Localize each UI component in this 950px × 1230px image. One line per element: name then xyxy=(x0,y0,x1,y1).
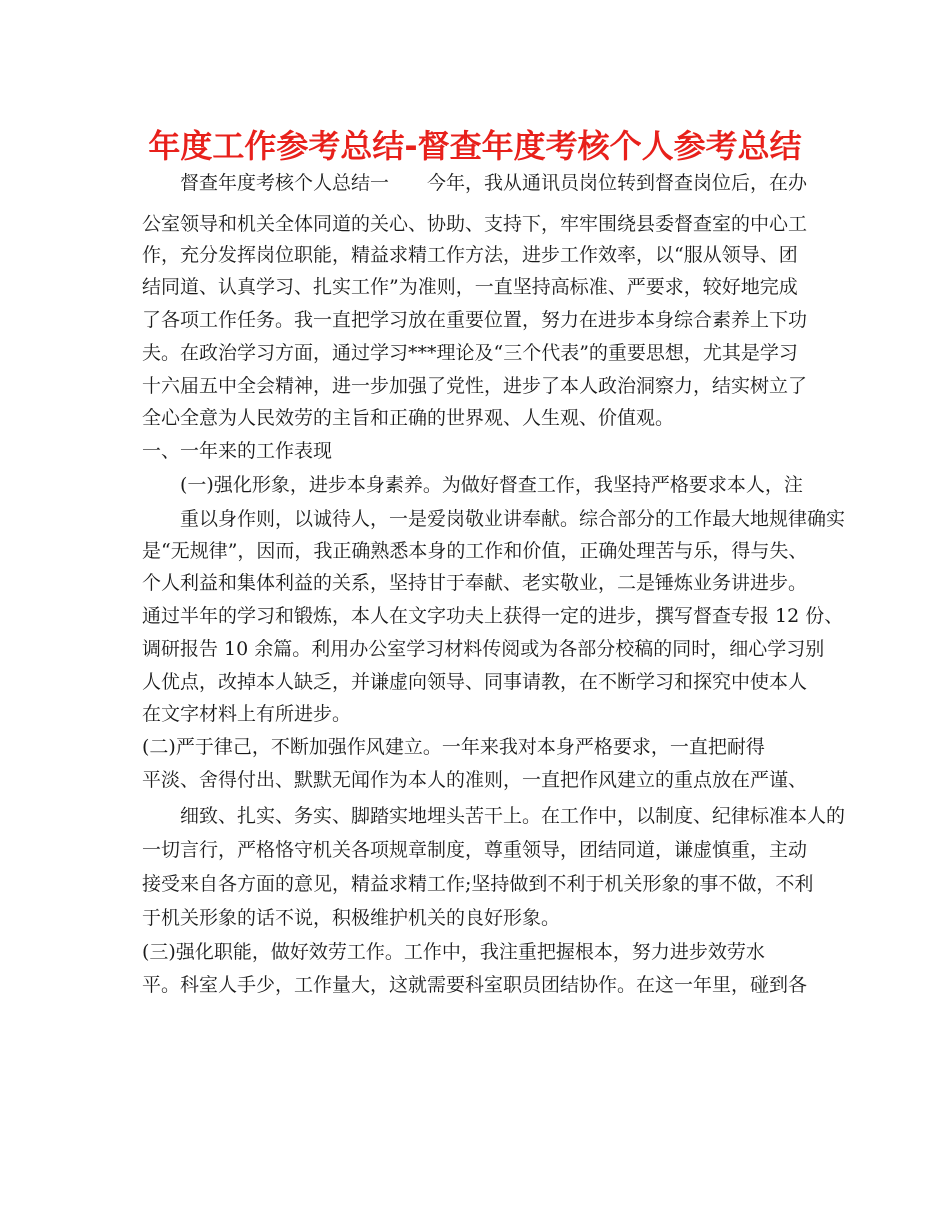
text-line: 公室领导和机关全体同道的关心、协助、支持下，牢牢围绕县委督查室的中心工 xyxy=(142,213,808,235)
text-line: 平。科室人手少，工作量大，这就需要科室职员团结协作。在这一年里，碰到各 xyxy=(142,974,808,996)
text-line: 一、一年来的工作表现 xyxy=(142,440,333,462)
text-line: (三)强化职能，做好效劳工作。工作中，我注重把握根本，努力进步效劳水 xyxy=(142,941,765,963)
text-line: 是“无规律”，因而，我正确熟悉本身的工作和价值，正确处理苦与乐，得与失、 xyxy=(142,540,808,562)
text-line: 全心全意为人民效劳的主旨和正确的世界观、人生观、价值观。 xyxy=(142,407,675,429)
text-line: 十六届五中全会精神，进一步加强了党性，进步了本人政治洞察力，结实树立了 xyxy=(142,375,808,397)
text-line: 接受来自各方面的意见，精益求精工作;坚持做到不利于机关形象的事不做，不利 xyxy=(142,873,814,895)
text-line: 作，充分发挥岗位职能，精益求精工作方法，进步工作效率，以“服从领导、团 xyxy=(142,244,798,266)
text-line: 个人利益和集体利益的关系，坚持甘于奉献、老实敬业，二是锤炼业务讲进步。 xyxy=(142,572,808,594)
section-heading: (一)强化形象，进步本身素养。为做好督查工作，我坚持严格要求本人，注 xyxy=(180,474,803,496)
text-line: 在文字材料上有所进步。 xyxy=(142,703,352,725)
text-line: (二)严于律己，不断加强作风建立。一年来我对本身严格要求，一直把耐得 xyxy=(142,736,765,758)
text-line: 夫。在政治学习方面，通过学习***理论及“三个代表”的重要思想，尤其是学习 xyxy=(142,342,798,364)
text-line: 于机关形象的话不说，积极维护机关的良好形象。 xyxy=(142,907,561,929)
text-line: 调研报告 10 余篇。利用办公室学习材料传阅或为各部分校稿的同时，细心学习别 xyxy=(142,638,825,660)
text-line: 结同道、认真学习、扎实工作”为准则，一直坚持高标准、严要求，较好地完成 xyxy=(142,276,798,298)
text-line: 了各项工作任务。我一直把学习放在重要位置，努力在进步本身综合素养上下功 xyxy=(142,309,808,331)
text-line: 督查年度考核个人总结一 今年，我从通讯员岗位转到督查岗位后，在办 xyxy=(180,172,808,194)
text-line: 细致、扎实、务实、脚踏实地埋头苦干上。在工作中，以制度、纪律标准本人的 xyxy=(180,805,846,827)
text-line: 通过半年的学习和锻炼，本人在文字功夫上获得一定的进步，撰写督查专报 12 份、 xyxy=(142,605,844,627)
text-line: 重以身作则，以诚待人，一是爱岗敬业讲奉献。综合部分的工作最大地规律确实 xyxy=(180,508,846,530)
text-line: 一切言行，严格恪守机关各项规章制度，尊重领导，团结同道，谦虚慎重，主动 xyxy=(142,839,808,861)
text-line: 平淡、舍得付出、默默无闻作为本人的准则，一直把作风建立的重点放在严谨、 xyxy=(142,769,808,791)
document-title: 年度工作参考总结-督查年度考核个人参考总结 xyxy=(148,127,802,165)
text-line: 人优点，改掉本人缺乏，并谦虚向领导、同事请教，在不断学习和探究中使本人 xyxy=(142,671,808,693)
